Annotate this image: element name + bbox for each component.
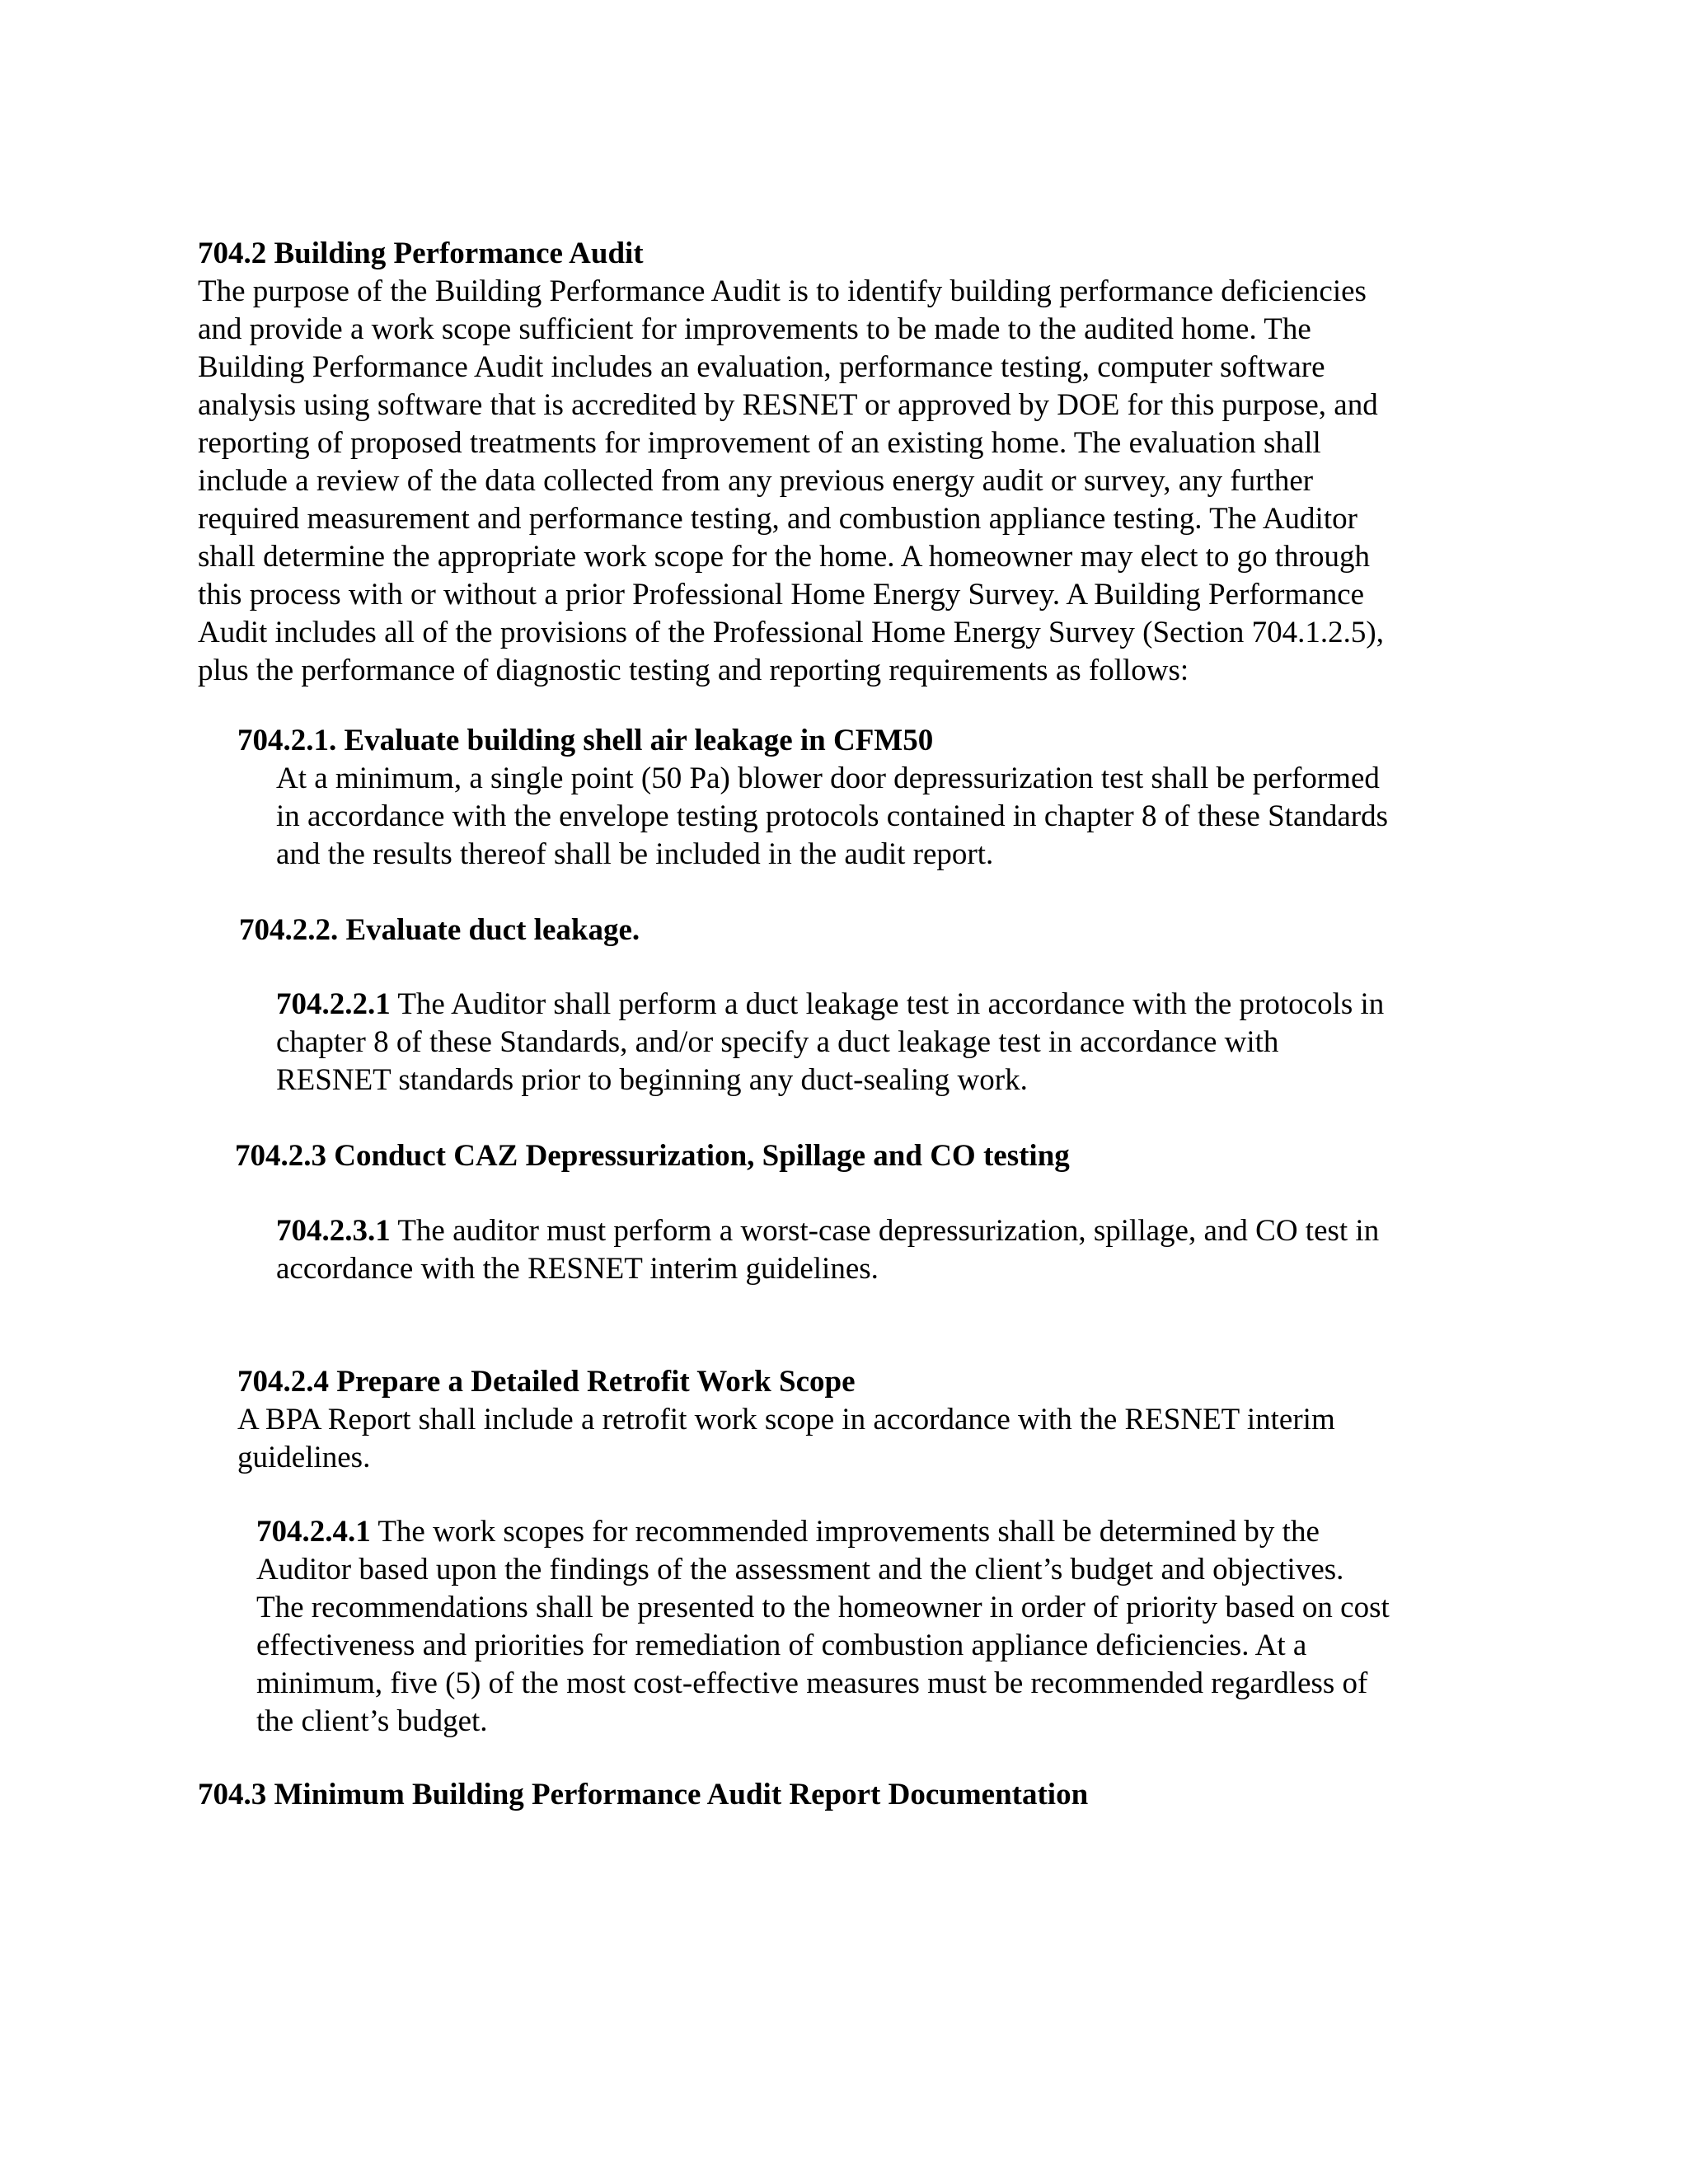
body-text: The Auditor shall perform a duct leakage test in accordance with the protocols in — [390, 987, 1385, 1021]
body-line: the client’s budget. — [256, 1704, 488, 1738]
body-line — [256, 1513, 1390, 1551]
subsection-number: 704.2.3.1 — [276, 1214, 391, 1248]
section-heading: 704.2.1. Evaluate building shell air leakage in CFM50 — [237, 724, 934, 757]
body-line: analysis using software that is accredited by RESNET or approved by DOE for this purpose, and — [198, 388, 1378, 422]
body-line: guidelines. — [237, 1441, 371, 1474]
body-line — [276, 986, 1384, 1024]
body-line: reporting of proposed treatments for improvement of an existing home. The evaluation shall — [198, 426, 1321, 460]
body-line: accordance with the RESNET interim guidelines. — [276, 1252, 879, 1286]
body-line: Building Performance Audit includes an evaluation, performance testing, computer software — [198, 350, 1325, 384]
body-line: plus the performance of diagnostic testing and reporting requirements as follows: — [198, 654, 1189, 687]
body-line: required measurement and performance testing, and combustion appliance testing. The Auditor — [198, 502, 1357, 536]
body-line — [276, 1212, 1379, 1250]
section-heading: 704.2.3 Conduct CAZ Depressurization, Spillage and CO testing — [235, 1139, 1070, 1173]
body-line: A BPA Report shall include a retrofit work scope in accordance with the RESNET interim — [237, 1403, 1335, 1436]
body-line: minimum, five (5) of the most cost-effective measures must be recommended regardless of — [256, 1666, 1368, 1700]
body-line: chapter 8 of these Standards, and/or specify a duct leakage test in accordance with — [276, 1025, 1279, 1059]
subsection-number: 704.2.4.1 — [256, 1515, 371, 1549]
section-704-2-3-heading-block — [235, 1137, 1070, 1175]
section-704-2-1-body — [276, 760, 1388, 874]
section-704-2 — [198, 235, 1384, 690]
body-line: shall determine the appropriate work scope for the home. A homeowner may elect to go through — [198, 540, 1371, 574]
body-line: in accordance with the envelope testing protocols contained in chapter 8 of these Standards — [276, 799, 1389, 833]
body-text: The work scopes for recommended improvements shall be determined by the — [370, 1515, 1320, 1549]
body-line: The purpose of the Building Performance Audit is to identify building performance deficiencies — [198, 274, 1367, 308]
section-heading: 704.2.4 Prepare a Detailed Retrofit Work Scope — [237, 1365, 856, 1399]
section-heading: 704.2.2. Evaluate duct leakage. — [239, 913, 640, 947]
body-line: The recommendations shall be presented to the homeowner in order of priority based on cost — [256, 1591, 1390, 1624]
body-line: and the results thereof shall be included in the audit report. — [276, 837, 994, 871]
section-704-2-4 — [237, 1363, 1335, 1477]
section-704-2-2-heading-block — [239, 912, 640, 949]
section-heading: 704.3 Minimum Building Performance Audit Report Documentation — [198, 1778, 1089, 1811]
section-704-2-4-1 — [256, 1513, 1390, 1741]
body-line: effectiveness and priorities for remediation of combustion appliance deficiencies. At a — [256, 1629, 1307, 1662]
section-704-2-1-heading-block — [237, 722, 933, 760]
body-line: this process with or without a prior Professional Home Energy Survey. A Building Performance — [198, 578, 1365, 612]
body-line: include a review of the data collected from any previous energy audit or survey, any further — [198, 464, 1314, 498]
body-text: The auditor must perform a worst-case depressurization, spillage, and CO test in — [390, 1214, 1380, 1248]
body-line: Audit includes all of the provisions of the Professional Home Energy Survey (Section 704.1.2.5), — [198, 616, 1385, 649]
section-704-2-2-1 — [276, 986, 1384, 1099]
section-704-3 — [198, 1776, 1088, 1814]
body-line: At a minimum, a single point (50 Pa) blower door depressurization test shall be performed — [276, 762, 1380, 795]
body-line: Auditor based upon the findings of the assessment and the client’s budget and objectives. — [256, 1553, 1344, 1586]
section-704-2-3-1 — [276, 1212, 1379, 1288]
body-line: RESNET standards prior to beginning any duct-sealing work. — [276, 1063, 1028, 1097]
subsection-number: 704.2.2.1 — [276, 987, 391, 1021]
body-line: and provide a work scope sufficient for improvements to be made to the audited home. The — [198, 312, 1311, 346]
section-heading: 704.2 Building Performance Audit — [198, 237, 644, 270]
